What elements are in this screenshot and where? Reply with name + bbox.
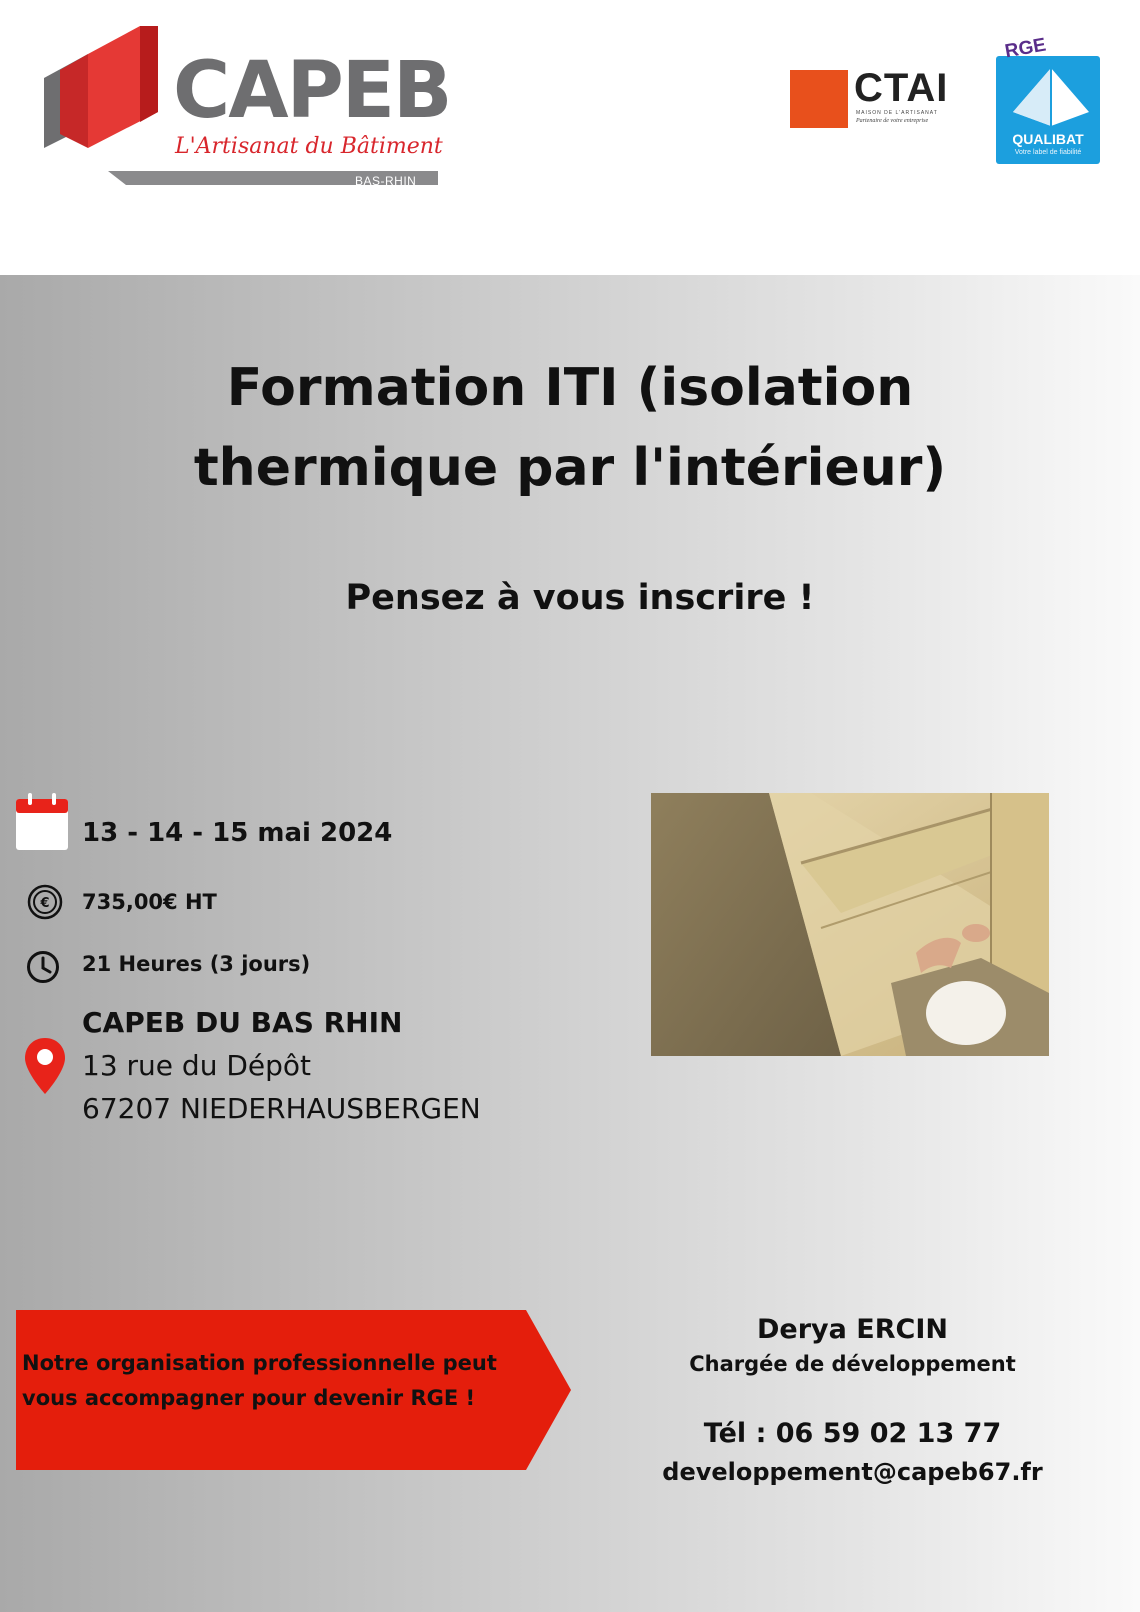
contact-role: Chargée de développement xyxy=(689,1352,1016,1376)
capeb-region: BAS-RHIN xyxy=(355,174,417,188)
clock-icon xyxy=(26,950,60,984)
contact-email[interactable]: developpement@capeb67.fr xyxy=(662,1458,1043,1486)
page-title xyxy=(0,348,1140,508)
location-pin-icon xyxy=(24,1037,66,1095)
title-line-1: Formation ITI (isolation xyxy=(226,358,914,418)
venue-name: CAPEB DU BAS RHIN xyxy=(82,1006,403,1039)
insulation-photo xyxy=(651,793,1049,1056)
capeb-logo xyxy=(40,26,460,196)
ctai-square-icon xyxy=(790,70,848,128)
capeb-cube-icon xyxy=(40,26,190,166)
ctai-wordmark: CTAI xyxy=(854,66,949,110)
contact-name: Derya ERCIN xyxy=(757,1314,948,1345)
qualibat-rge-label: RGE xyxy=(1003,34,1048,63)
ctai-subtitle: MAISON DE L'ARTISANAT xyxy=(856,110,938,116)
duration-text: 21 Heures (3 jours) xyxy=(82,952,311,976)
dates-text: 13 - 14 - 15 mai 2024 xyxy=(82,818,393,848)
qualibat-name: QUALIBAT xyxy=(1012,131,1084,147)
ctai-slogan: Partenaire de votre entreprise xyxy=(856,118,929,124)
qualibat-subtitle: Votre label de fiabilité xyxy=(1014,149,1082,156)
price-text: 735,00€ HT xyxy=(82,890,217,914)
insulation-photo-illustration xyxy=(651,793,1049,1056)
contact-phone[interactable]: Tél : 06 59 02 13 77 xyxy=(703,1418,1002,1449)
capeb-wordmark: CAPEB xyxy=(173,46,451,136)
subtitle: Pensez à vous inscrire ! xyxy=(345,578,815,618)
euro-coin-icon xyxy=(27,884,63,920)
calendar-icon xyxy=(15,793,69,851)
ctai-logo xyxy=(790,68,970,130)
svg-text:€: € xyxy=(40,896,50,911)
capeb-tagline: L'Artisanat du Bâtiment xyxy=(175,134,443,159)
title-line-2: thermique par l'intérieur) xyxy=(193,438,947,498)
rge-banner-text: Notre organisation professionnelle peut vous accompagner pour devenir RGE ! xyxy=(22,1351,497,1410)
address-line-1: 13 rue du Dépôt xyxy=(82,1049,312,1082)
qualibat-logo xyxy=(993,34,1103,164)
header xyxy=(0,0,1140,275)
address-line-2: 67207 NIEDERHAUSBERGEN xyxy=(82,1092,481,1125)
qualibat-diamond-icon xyxy=(1009,64,1093,128)
